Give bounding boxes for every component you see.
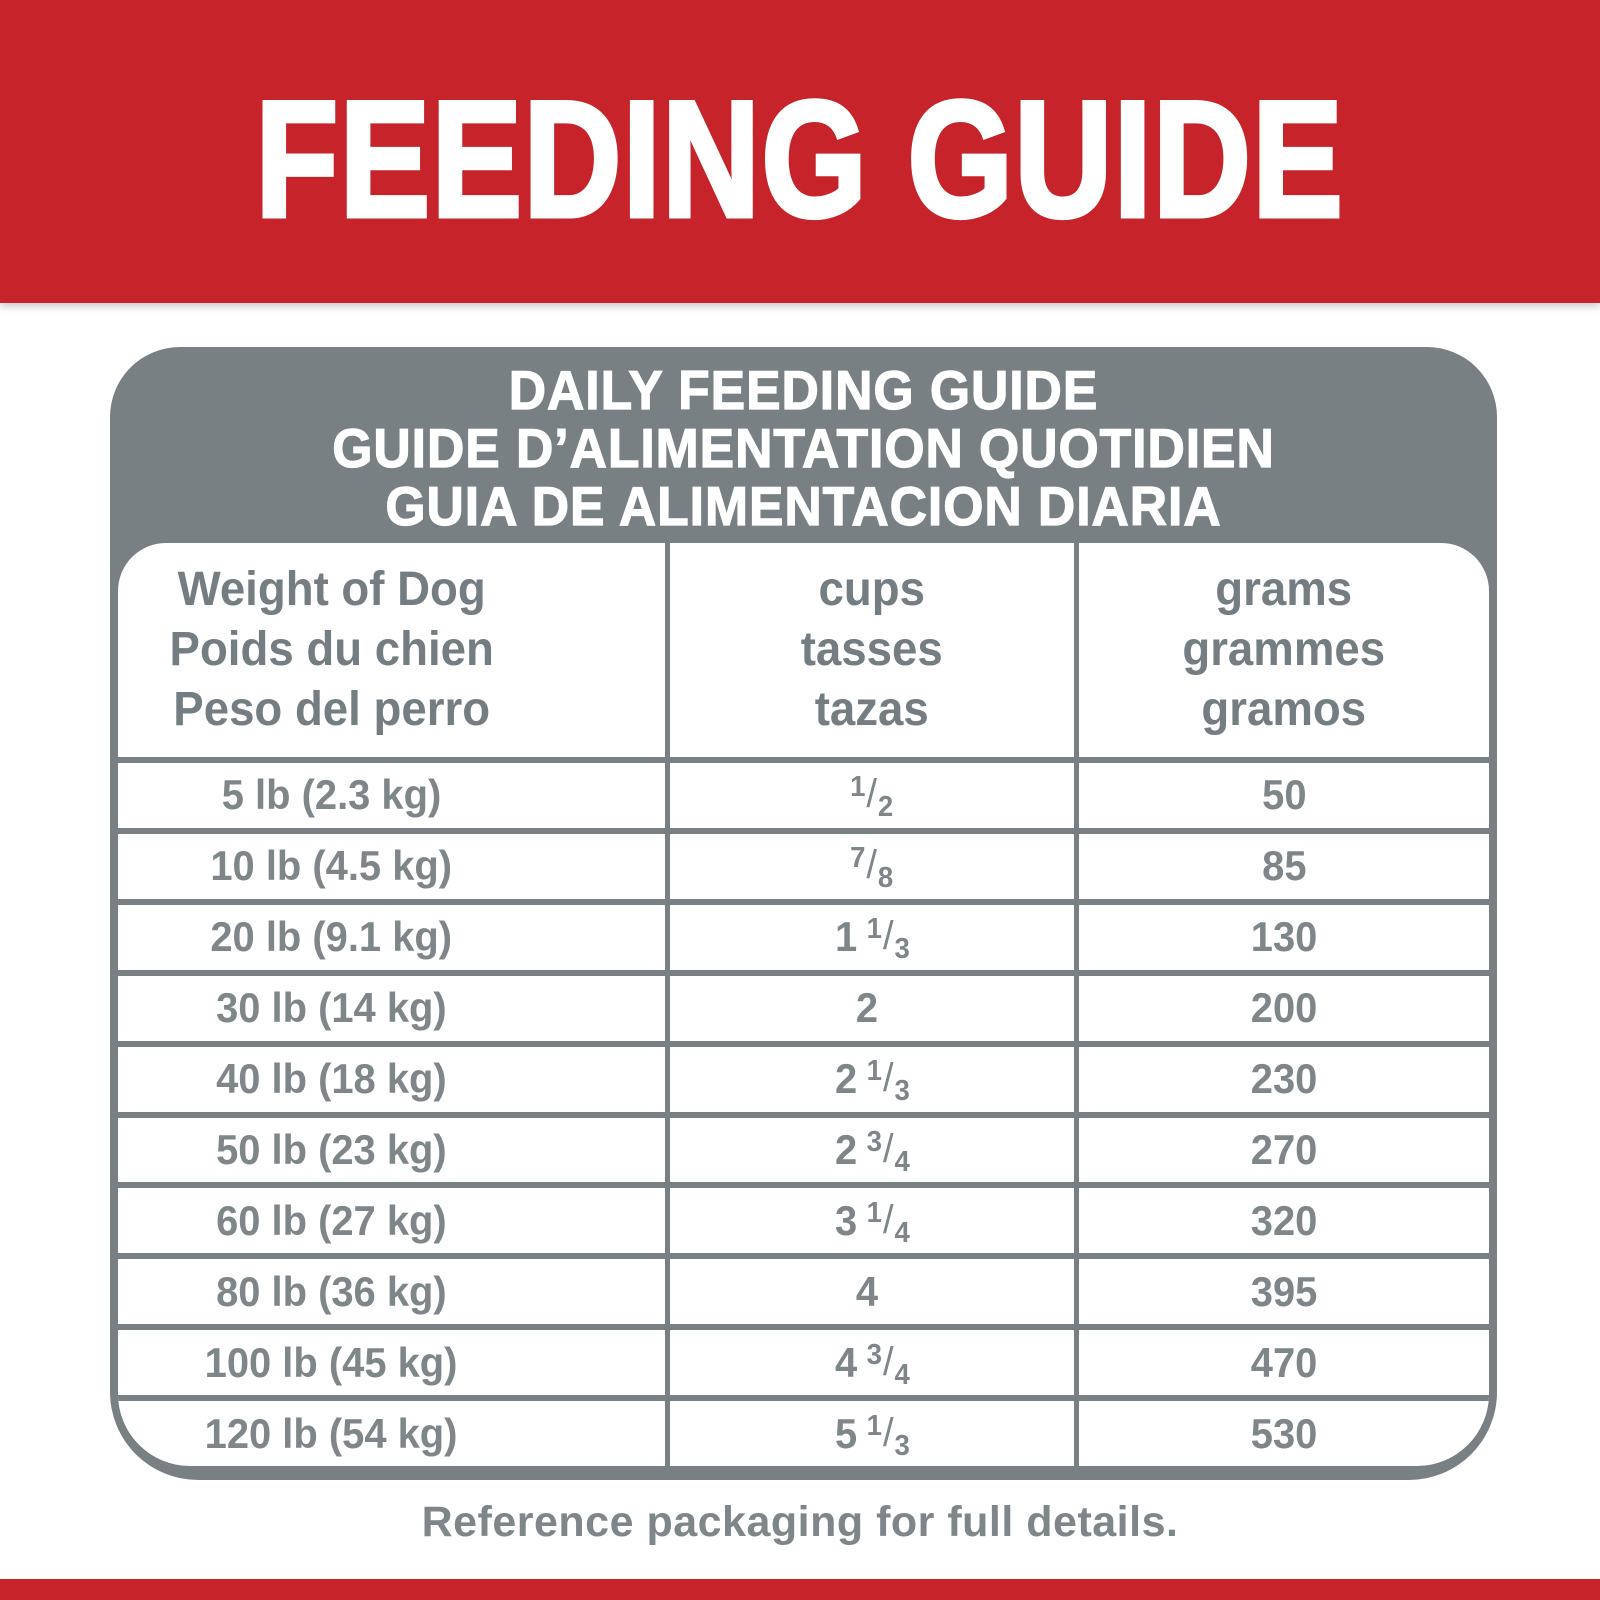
table-row — [118, 1112, 1489, 1183]
heading-line-es: GUIA DE ALIMENTACION DIARIA — [385, 475, 1222, 537]
bottom-red-strip — [0, 1579, 1600, 1600]
table-row — [118, 970, 1489, 1041]
table-row — [118, 899, 1489, 970]
weight-cell: 120 lb (54 kg) — [205, 1409, 458, 1457]
grams-cell: 530 — [1074, 1401, 1489, 1466]
grams-cell: 270 — [1074, 1118, 1489, 1183]
grams-cell: 470 — [1074, 1330, 1489, 1395]
cups-cell: $^1$/2 — [665, 763, 1074, 828]
table-row — [118, 1182, 1489, 1253]
grams-cell: 200 — [1074, 976, 1489, 1041]
daily-feeding-panel — [110, 347, 1497, 1480]
footer-note: Reference packaging for full details. — [421, 1498, 1179, 1546]
table-row — [118, 1324, 1489, 1395]
weight-cell: 80 lb (36 kg) — [216, 1267, 447, 1315]
cups-cell: 4 $^3$/4 — [665, 1330, 1074, 1395]
cups-cell: 4 — [665, 1259, 1074, 1324]
grams-cell: 320 — [1074, 1188, 1489, 1253]
table-row — [118, 1041, 1489, 1112]
cups-cell: 2 — [665, 976, 1074, 1041]
cups-cell: 3 $^1$/4 — [665, 1188, 1074, 1253]
weight-cell: 30 lb (14 kg) — [216, 984, 447, 1032]
grams-cell: 395 — [1074, 1259, 1489, 1324]
heading-line-en: DAILY FEEDING GUIDE — [508, 359, 1099, 421]
column-header-weight — [118, 543, 665, 757]
cups-cell: $^7$/8 — [665, 834, 1074, 899]
cups-cell: 5 $^1$/3 — [665, 1401, 1074, 1466]
grams-cell: 85 — [1074, 834, 1489, 899]
grams-cell: 230 — [1074, 1047, 1489, 1112]
weight-cell: 20 lb (9.1 kg) — [210, 913, 453, 961]
table-row — [118, 1395, 1489, 1466]
column-header-grams-text: grams grammes gramos — [1182, 563, 1386, 736]
grams-cell: 130 — [1074, 905, 1489, 970]
column-header-cups — [665, 543, 1074, 757]
weight-cell: 10 lb (4.5 kg) — [210, 842, 453, 890]
cups-cell: 1 $^1$/3 — [665, 905, 1074, 970]
heading-line-fr: GUIDE D’ALIMENTATION QUOTIDIEN — [332, 417, 1275, 479]
column-header-grams — [1074, 543, 1489, 757]
weight-cell: 5 lb (2.3 kg) — [221, 771, 442, 819]
weight-cell: 60 lb (27 kg) — [216, 1196, 447, 1244]
column-header-weight-text: Weight of Dog Poids du chien Peso del perro — [169, 563, 494, 736]
cups-cell: 2 $^3$/4 — [665, 1118, 1074, 1183]
column-header-cups-text: cups tasses tazas — [801, 563, 943, 736]
table-row — [118, 828, 1489, 899]
weight-cell: 40 lb (18 kg) — [216, 1055, 447, 1103]
table-row — [118, 1253, 1489, 1324]
panel-heading — [110, 361, 1497, 535]
table-row — [118, 757, 1489, 828]
weight-cell: 100 lb (45 kg) — [205, 1338, 458, 1386]
table-header-row — [118, 543, 1489, 757]
cups-cell: 2 $^1$/3 — [665, 1047, 1074, 1112]
weight-cell: 50 lb (23 kg) — [216, 1125, 447, 1173]
banner-title: FEEDING GUIDE — [255, 67, 1345, 251]
feeding-table — [118, 543, 1489, 1466]
banner — [0, 0, 1600, 303]
grams-cell: 50 — [1074, 763, 1489, 828]
